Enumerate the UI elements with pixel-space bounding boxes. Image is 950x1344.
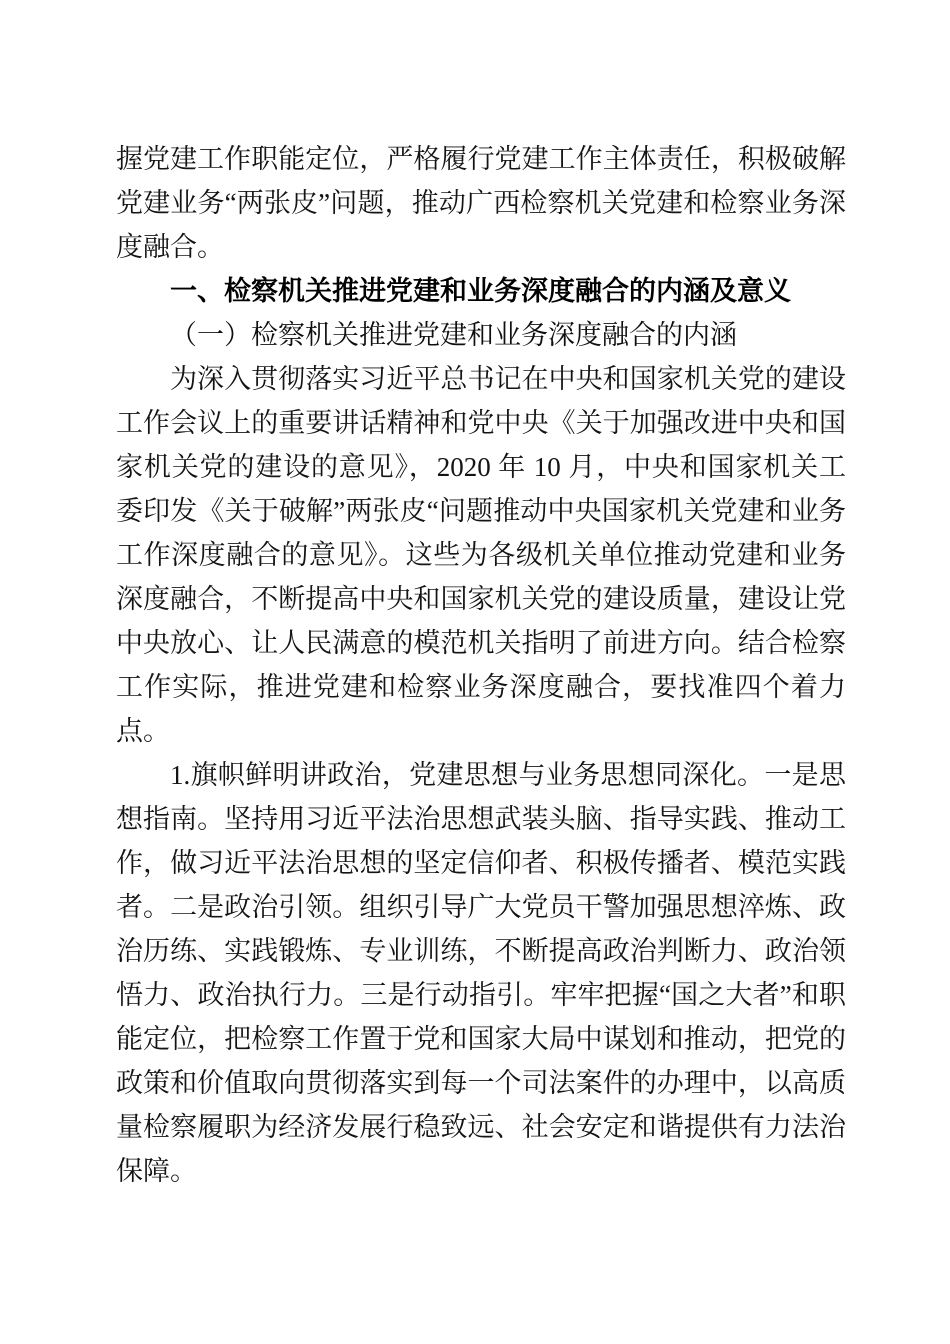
body-paragraph-1: 为深入贯彻落实习近平总书记在中央和国家机关党的建设工作会议上的重要讲话精神和党中央《关于加强改进中央和国家机关党的建设的意见》，2020 年 10 月，中央和国家机关工委印发《关于破解”两张皮“问题推动中央国家机关党建和业务工作深度融合的意见》。这些为各级机关单位推动党建和业务深度融合，不断提高中央和国家机关党的建设质量，建设让党中央放心、让人民满意的模范机关指明了前进方向。结合检察工作实际，推进党建和检察业务深度融合，要找准四个着力点。 xyxy=(116,364,846,746)
body-paragraph-2: 1.旗帜鲜明讲政治，党建思想与业务思想同深化。一是思想指南。坚持用习近平法治思想武装头脑、指导实践、推动工作，做习近平法治思想的坚定信仰者、积极传播者、模范实践者。二是政治引领。组织引导广大党员干警加强思想淬炼、政治历练、实践锻炼、专业训练，不断提高政治判断力、政治领悟力、政治执行力。三是行动指引。牢牢把握“国之大者”和职能定位，把检察工作置于党和国家大局中谋划和推动，把党的政策和价值取向贯彻落实到每一个司法案件的办理中，以高质量检察履职为经济发展行稳致远、社会安定和谐提供有力法治保障。 xyxy=(116,760,846,1186)
section-heading-1: 一、检察机关推进党建和业务深度融合的内涵及意义 xyxy=(170,276,791,306)
paragraph-continuation: 握党建工作职能定位，严格履行党建工作主体责任，积极破解党建业务“两张皮”问题，推动广西检察机关党建和检察业务深度融合。 xyxy=(116,144,846,262)
subsection-heading-1-1: （一）检察机关推进党建和业务深度融合的内涵 xyxy=(170,320,737,350)
